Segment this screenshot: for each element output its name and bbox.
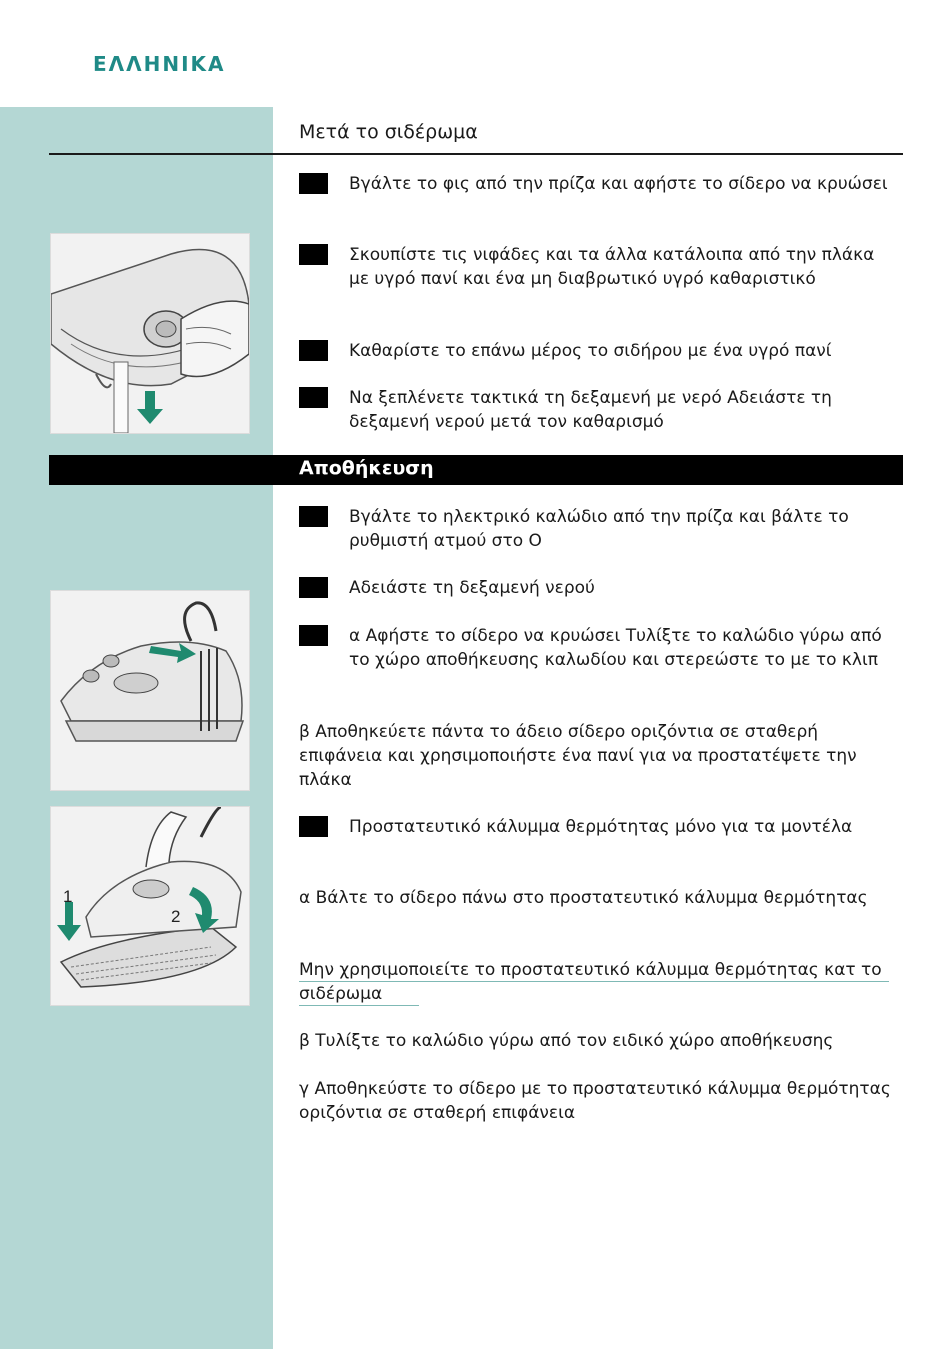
heat-cover-step-b: β Τυλίξτε το καλώδιο γύρω από τον ειδικό χώρο αποθήκευσης <box>299 1031 834 1051</box>
section-title-after-ironing: Μετά το σιδέρωμα <box>299 121 478 143</box>
language-heading: ΕΛΛΗΝΙΚΑ <box>93 52 226 76</box>
step-marker <box>299 625 328 646</box>
step-label-1: 1 <box>63 887 73 906</box>
storage-step-2: Αδειάστε τη δεξαμενή νερού <box>349 578 595 598</box>
after-ironing-step-4: Να ξεπλένετε τακτικά τη δεξαμενή με νερό Αδειάστε τη δεξαμενή νερού μετά τον καθαρισμό <box>349 388 832 432</box>
section-title-storage: Αποθήκευση <box>299 457 434 479</box>
heat-cover-step: Προστατευτικό κάλυμμα θερμότητας μόνο για τα μοντέλα <box>349 817 853 837</box>
step-marker <box>299 387 328 408</box>
after-ironing-step-2: Σκουπίστε τις νιφάδες και τα άλλα κατάλοιπα από την πλάκα με υγρό πανί και ένα μη διαβρωτικό υγρό καθαριστικό <box>349 245 875 289</box>
section-divider <box>49 153 903 155</box>
heat-cover-warning: Μην χρησιμοποιείτε το προστατευτικό κάλυμμα θερμότητας κατ το σιδέρωμα <box>299 960 882 1004</box>
heat-cover-step-a: α Βάλτε το σίδερο πάνω στο προστατευτικό κάλυμμα θερμότητας <box>299 888 868 908</box>
figure-cord-storage <box>50 590 250 791</box>
arrow-down-icon <box>137 391 163 424</box>
heat-cover-step-c: γ Αποθηκεύστε το σίδερο με το προστατευτικό κάλυμμα θερμότητας οριζόντια σε σταθερή επιφάνεια <box>299 1079 891 1123</box>
step-marker <box>299 173 328 194</box>
iron-cleaning-illustration <box>51 234 249 433</box>
step-marker <box>299 244 328 265</box>
section-bar-storage <box>49 455 903 485</box>
storage-note-b: β Αποθηκεύετε πάντα το άδειο σίδερο οριζόντια σε σταθερή επιφάνεια και χρησιμοποιήστε ένα πανί για να προστατέψετε την πλάκα <box>299 722 857 790</box>
storage-step-3: α Αφήστε το σίδερο να κρυώσει Τυλίξτε το καλώδιο γύρω από το χώρο αποθήκευσης καλωδίου και στερεώστε το με το κλιπ <box>349 626 882 670</box>
warning-underline <box>299 1005 419 1006</box>
step-marker <box>299 816 328 837</box>
figure-heat-cover <box>50 806 250 1006</box>
step-label-2: 2 <box>171 907 181 926</box>
figure-cleaning-iron <box>50 233 250 434</box>
arrow-down-icon <box>57 902 81 941</box>
storage-step-1: Βγάλτε το ηλεκτρικό καλώδιο από την πρίζα και βάλτε το ρυθμιστή ατμού στο O <box>349 507 849 551</box>
step-marker <box>299 577 328 598</box>
iron-cord-illustration <box>51 591 249 790</box>
after-ironing-step-1: Βγάλτε το φις από την πρίζα και αφήστε το σίδερο να κρυώσει <box>349 174 888 194</box>
step-marker <box>299 506 328 527</box>
step-marker <box>299 340 328 361</box>
after-ironing-step-3: Καθαρίστε το επάνω μέρος το σιδήρου με ένα υγρό πανί <box>349 341 832 361</box>
iron-heat-cover-illustration <box>51 807 249 1005</box>
warning-underline <box>299 981 889 982</box>
